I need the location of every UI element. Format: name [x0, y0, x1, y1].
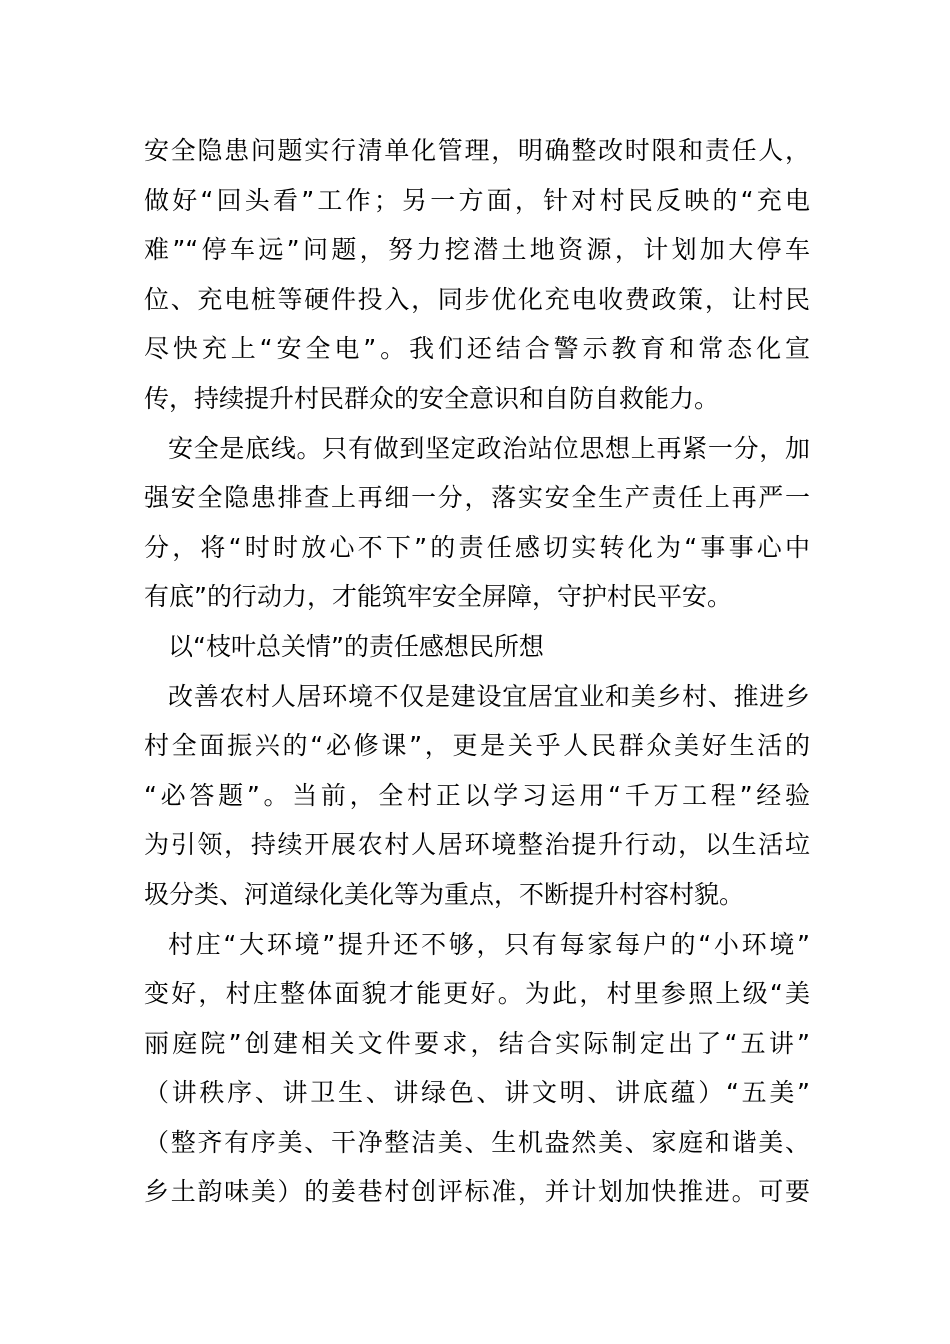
text-line: “必答题”。当前，全村正以学习运用“千万工程”经验 — [144, 780, 810, 810]
text-line: （整齐有序美、干净整洁美、生机盎然美、家庭和谐美、 — [144, 1127, 810, 1157]
text-line: （讲秩序、讲卫生、讲绿色、讲文明、讲底蕴）“五美” — [144, 1078, 810, 1108]
text-line: 变好，村庄整体面貌才能更好。为此，村里参照上级“美 — [144, 979, 810, 1009]
text-line: 强安全隐患排查上再细一分，落实安全生产责任上再严一 — [144, 483, 810, 513]
text-line: 圾分类、河道绿化美化等为重点，不断提升村容村貌。 — [144, 879, 745, 909]
text-line: 安全是底线。只有做到坚定政治站位思想上再紧一分，加 — [168, 433, 810, 463]
text-line: 传，持续提升村民群众的安全意识和自防自救能力。 — [144, 383, 720, 413]
text-line: 村全面振兴的“必修课”，更是关乎人民群众美好生活的 — [144, 731, 810, 761]
text-line: 乡土韵味美）的姜巷村创评标准，并计划加快推进。可要 — [144, 1177, 810, 1207]
text-line: 为引领，持续开展农村人居环境整治提升行动，以生活垃 — [144, 830, 810, 860]
text-line: 尽快充上“安全电”。我们还结合警示教育和常态化宣 — [144, 334, 810, 364]
text-line: 村庄“大环境”提升还不够，只有每家每户的“小环境” — [168, 929, 810, 959]
text-line: 位、充电桩等硬件投入，同步优化充电收费政策，让村民 — [144, 284, 810, 314]
text-line: 改善农村人居环境不仅是建设宜居宜业和美乡村、推进乡 — [168, 681, 810, 711]
text-line: 难”“停车远”问题，努力挖潜土地资源，计划加大停车 — [144, 235, 810, 265]
text-line: 以“枝叶总关情”的责任感想民所想 — [168, 631, 544, 661]
document-body — [144, 126, 810, 1217]
text-line: 分，将“时时放心不下”的责任感切实转化为“事事心中 — [144, 532, 810, 562]
text-line: 丽庭院”创建相关文件要求，结合实际制定出了“五讲” — [144, 1028, 810, 1058]
text-line: 做好“回头看”工作；另一方面，针对村民反映的“充电 — [144, 185, 810, 215]
text-line: 有底”的行动力，才能筑牢安全屏障，守护村民平安。 — [144, 582, 732, 612]
text-line: 安全隐患问题实行清单化管理，明确整改时限和责任人， — [144, 136, 810, 165]
